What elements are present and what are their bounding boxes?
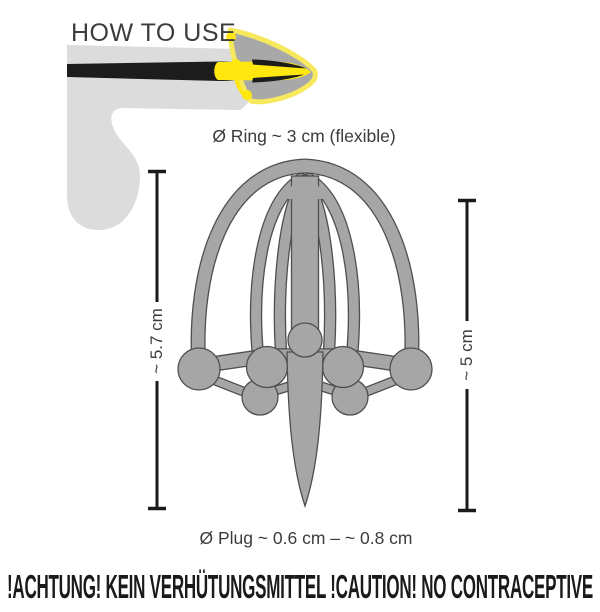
device-illustration [178,166,432,506]
height-dimension-label-right: ~ 5 cm [457,329,476,381]
center-shaft [292,176,319,344]
plug-diameter-label: Ø Plug ~ 0.6 cm – ~ 0.8 cm [199,528,413,548]
ring-ball-mid [231,59,241,69]
outer-ball-left [178,348,220,390]
ring-diameter-label: Ø Ring ~ 3 cm (flexible) [212,126,396,146]
warning-text: !ACHTUNG! KEIN VERHÜTUNGSMITTEL !CAUTION! NO CONTRACEPTIVE [7,568,593,605]
plug-tip [287,352,323,506]
ring-ball-bottom [242,90,252,100]
center-knob [288,323,322,357]
height-dimension-label-left: ~ 5.7 cm [147,308,166,374]
inner-ball-right [323,347,364,388]
outer-ball-right [390,348,432,390]
page-title: HOW TO USE [71,19,237,47]
inner-ball-left [247,347,288,388]
